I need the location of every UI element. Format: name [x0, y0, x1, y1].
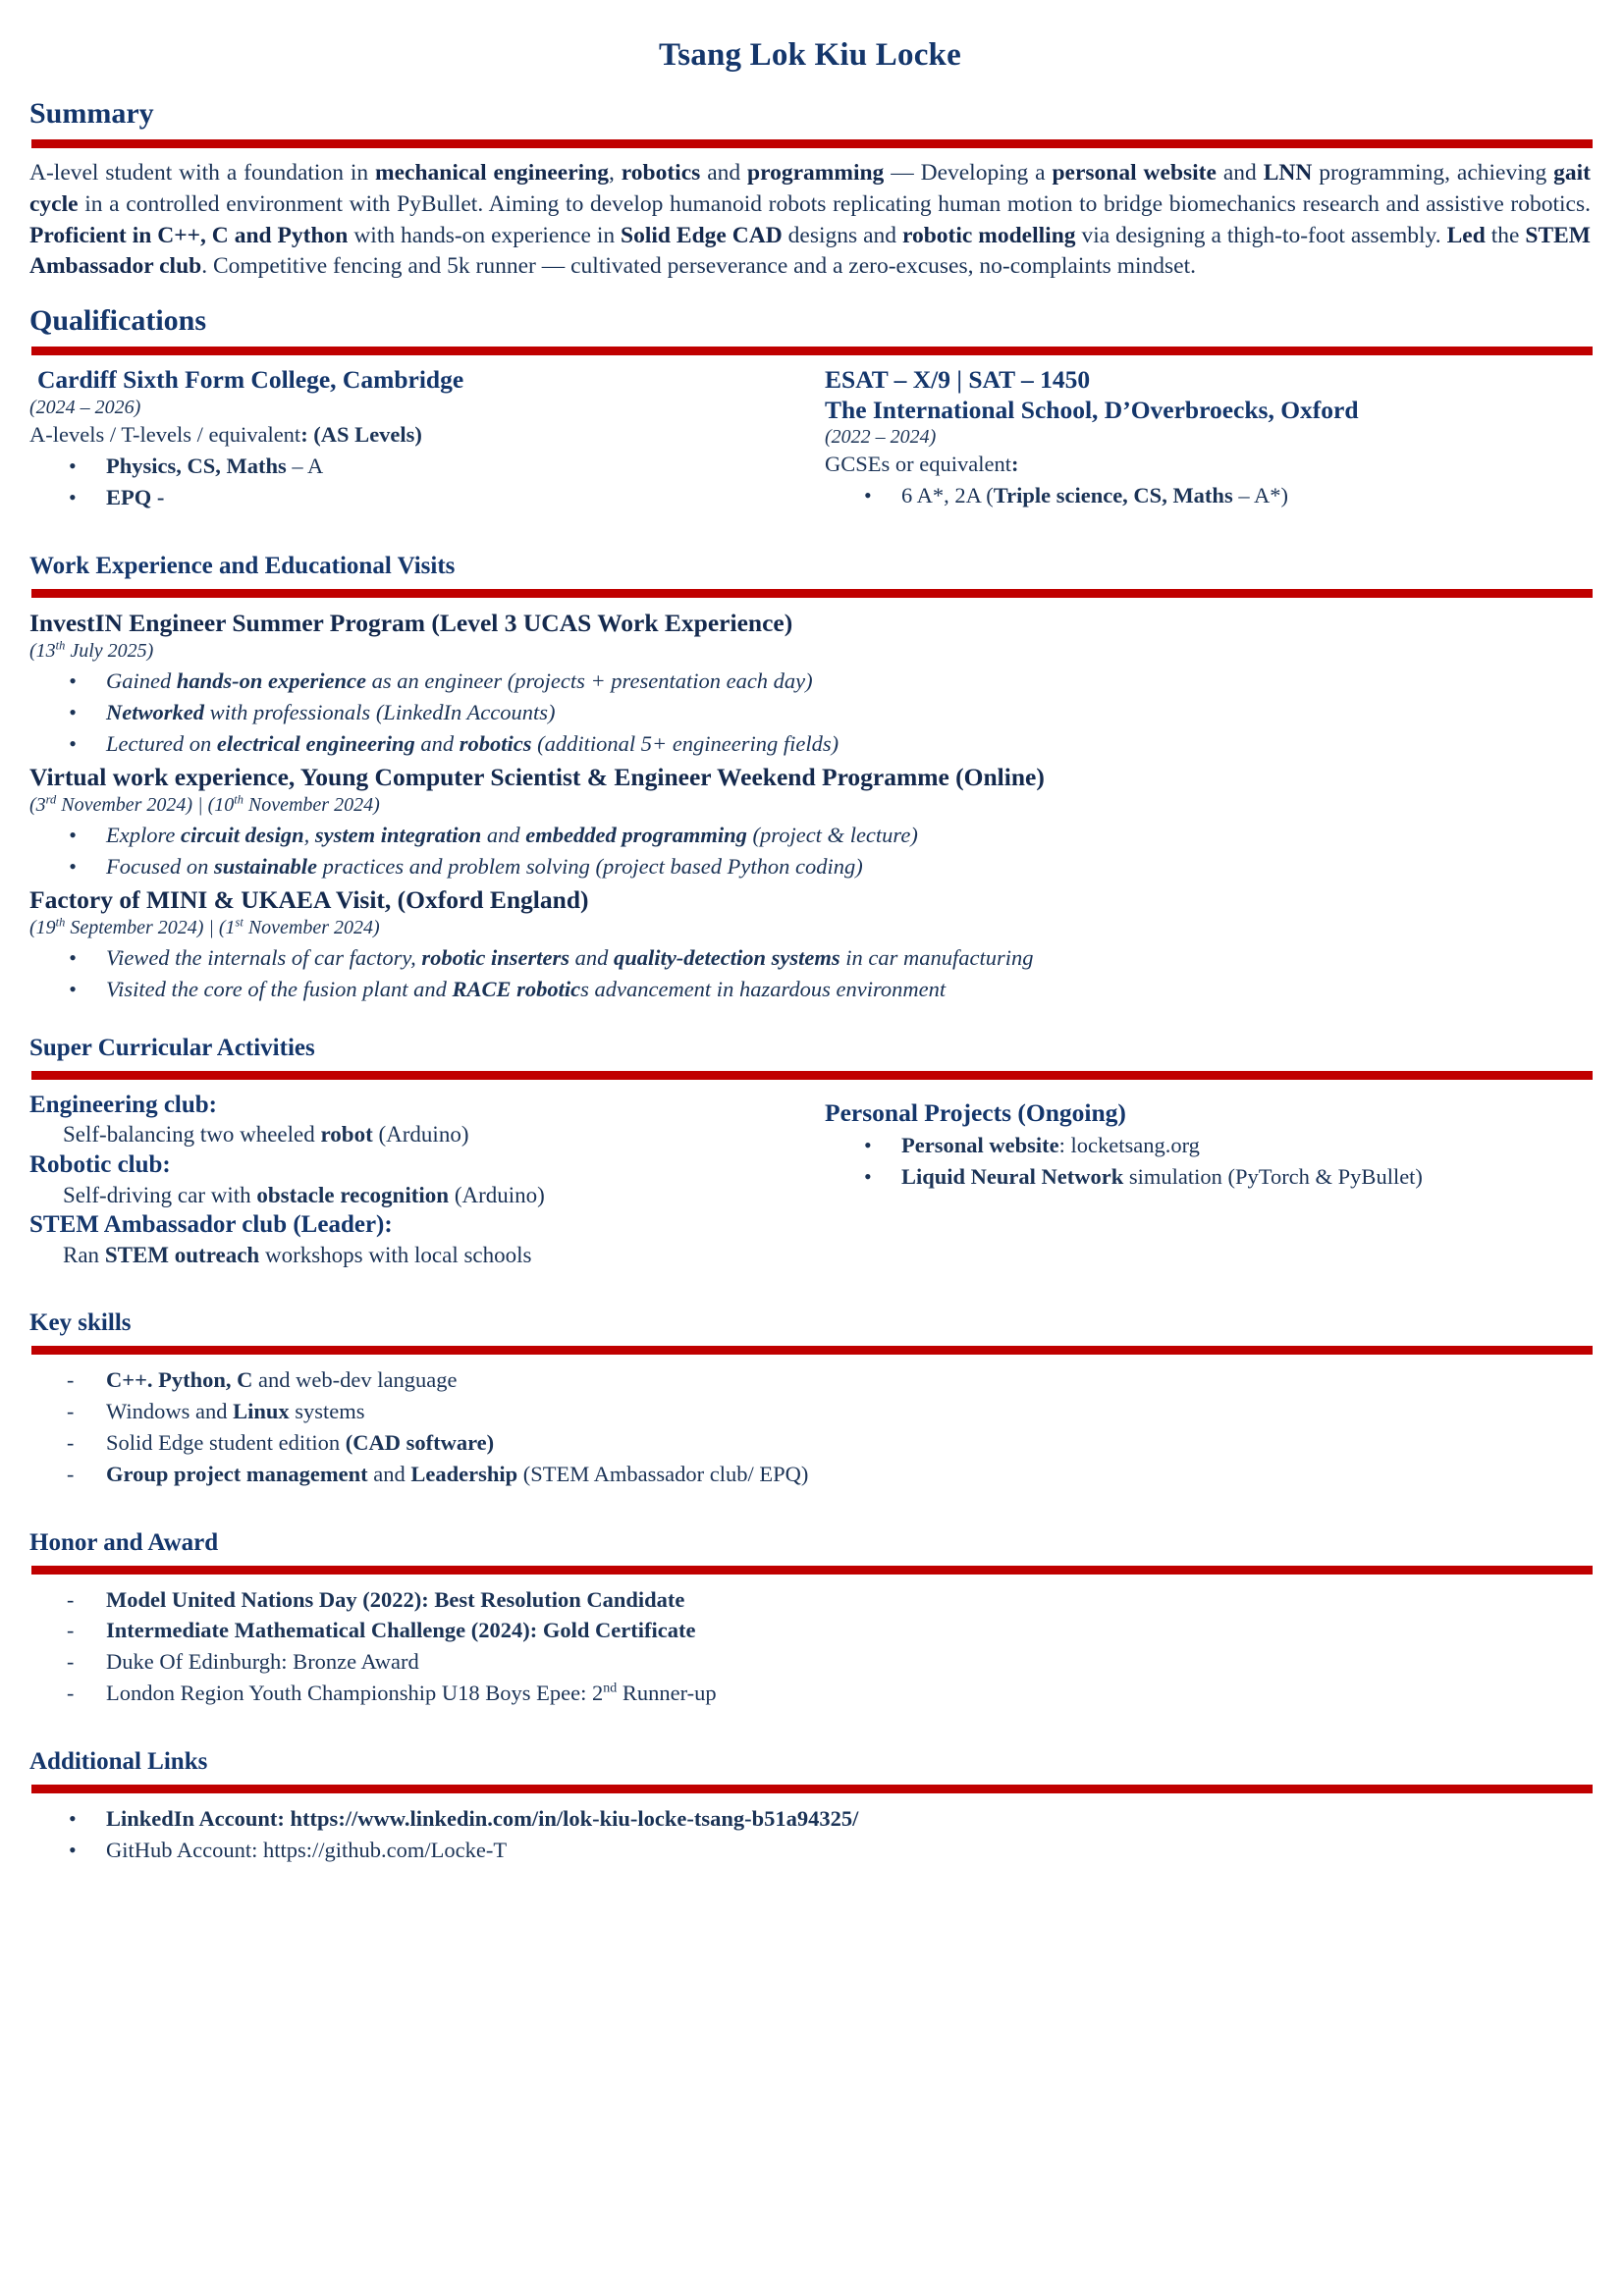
club-detail: Self-balancing two wheeled robot (Arduino): [63, 1122, 469, 1148]
list-item: - Duke Of Edinburgh: Bronze Award: [106, 1646, 1591, 1678]
list-item: • GitHub Account: https://github.com/Locke-T: [106, 1835, 1591, 1866]
club-detail: Ran STEM outreach workshops with local schools: [63, 1242, 532, 1267]
work-entry: [29, 884, 1591, 1005]
list-item: • Viewed the internals of car factory, robotic inserters and quality-detection systems in car manufacturing: [106, 942, 1591, 974]
section-heading-summary: Summary: [29, 97, 154, 130]
work-entry: [29, 608, 1591, 760]
work-entry-title: Virtual work experience, Young Computer Scientist & Engineer Weekend Programme (Online): [29, 762, 1045, 791]
work-entry-bullets: [29, 942, 1591, 1005]
list-item: • Lectured on electrical engineering and robotics (additional 5+ engineering fields): [106, 728, 1591, 760]
school-name-overbroecks: The International School, D’Overbroecks, Oxford: [825, 395, 1359, 424]
work-entry-dates: (3rd November 2024) | (10th November 2024): [29, 792, 380, 816]
personal-projects-heading: Personal Projects (Ongoing): [825, 1097, 1126, 1127]
list-item: - Model United Nations Day (2022): Best Resolution Candidate: [106, 1584, 1591, 1616]
list-item: - Solid Edge student edition (CAD software): [106, 1427, 1591, 1459]
club-list: [29, 1090, 815, 1270]
list-item: • Liquid Neural Network simulation (PyTorch & PyBullet): [901, 1161, 1591, 1193]
list-item: • Focused on sustainable practices and problem solving (project based Python coding): [106, 851, 1591, 882]
section-divider-key-skills: [31, 1346, 1593, 1355]
additional-links-bullets[interactable]: [29, 1803, 1591, 1866]
club-name: STEM Ambassador club (Leader):: [29, 1211, 393, 1239]
work-entry-bullets: [29, 820, 1591, 882]
work-entry-title: InvestIN Engineer Summer Program (Level 3 UCAS Work Experience): [29, 608, 793, 637]
section-heading-key-skills: Key skills: [29, 1308, 132, 1336]
clubs-column: [29, 1090, 815, 1270]
super-curricular-columns: [29, 1090, 1591, 1270]
list-item: - C++. Python, C and web-dev language: [106, 1364, 1591, 1396]
work-entry-bullets: [29, 666, 1591, 760]
qualification-level-overbroecks: GCSEs or equivalent:: [825, 452, 1019, 477]
qualification-bullets-cardiff: [29, 451, 815, 513]
list-item: • 6 A*, 2A (Triple science, CS, Maths – A*): [901, 480, 1591, 511]
key-skills-bullets: [29, 1364, 1591, 1490]
honors-bullets: [29, 1584, 1591, 1710]
work-entry-dates: (19th September 2024) | (1st November 2024): [29, 915, 380, 938]
list-item: • LinkedIn Account: https://www.linkedin.com/in/lok-kiu-locke-tsang-b51a94325/: [106, 1803, 1591, 1835]
qualifications-columns: [29, 365, 1591, 513]
section-divider-additional-links: [31, 1785, 1593, 1793]
section-heading-honors: Honor and Award: [29, 1528, 219, 1556]
club-item: [29, 1209, 815, 1269]
work-entry-title: Factory of MINI & UKAEA Visit, (Oxford England): [29, 884, 589, 914]
club-name: Engineering club:: [29, 1091, 217, 1118]
qualification-level-cardiff: A-levels / T-levels / equivalent: (AS Levels): [29, 421, 422, 447]
list-item: • Visited the core of the fusion plant and RACE robotics advancement in hazardous environment: [106, 974, 1591, 1005]
personal-projects-bullets: [825, 1130, 1591, 1193]
summary-paragraph: A-level student with a foundation in mechanical engineering, robotics and programming — Developing a personal website and LNN programming, achieving gait cycle in a controlled environment with PyBullet. Aiming to develop humanoid robots replicating human motion to bridge biomechanics research and assistive robotics. Proficient in C++, C and Python with hands-on experience in Solid Edge CAD designs and robotic modelling via designing a thigh-to-foot assembly. Led the STEM Ambassador club. Competitive fencing and 5k runner — cultivated perseverance and a zero-excuses, no-complaints mindset.: [29, 159, 1592, 280]
list-item: • EPQ -: [106, 482, 815, 513]
section-heading-qualifications: Qualifications: [29, 304, 207, 338]
section-heading-additional-links: Additional Links: [29, 1748, 208, 1776]
list-item: - Group project management and Leadership (STEM Ambassador club/ EPQ): [106, 1459, 1591, 1490]
qualification-bullets-overbroecks: [825, 480, 1591, 511]
list-item: - Windows and Linux systems: [106, 1396, 1591, 1427]
qualifications-left-column: [29, 365, 815, 513]
work-entry: [29, 762, 1591, 882]
club-item: [29, 1090, 815, 1149]
list-item: • Personal website: locketsang.org: [901, 1130, 1591, 1161]
school-dates-cardiff: (2024 – 2026): [29, 396, 141, 418]
personal-projects-column: [815, 1090, 1591, 1194]
section-heading-super-curricular: Super Curricular Activities: [29, 1034, 315, 1061]
club-name: Robotic club:: [29, 1151, 171, 1178]
school-dates-overbroecks: (2022 – 2024): [825, 426, 937, 449]
club-detail: Self-driving car with obstacle recognition (Arduino): [63, 1182, 545, 1207]
work-entry-dates: (13th July 2025): [29, 638, 154, 662]
list-item: - Intermediate Mathematical Challenge (2024): Gold Certificate: [106, 1615, 1591, 1646]
section-heading-work-experience: Work Experience and Educational Visits: [29, 552, 456, 579]
page-title: Tsang Lok Kiu Locke: [659, 37, 961, 73]
test-scores: ESAT – X/9 | SAT – 1450: [825, 365, 1091, 394]
club-item: [29, 1149, 815, 1209]
section-divider-super-curricular: [31, 1071, 1593, 1080]
section-divider-honors: [31, 1566, 1593, 1575]
list-item: • Explore circuit design, system integration and embedded programming (project & lecture): [106, 820, 1591, 851]
qualifications-right-column: [815, 365, 1591, 511]
list-item: • Networked with professionals (LinkedIn Accounts): [106, 697, 1591, 728]
list-item: • Gained hands-on experience as an engineer (projects + presentation each day): [106, 666, 1591, 697]
section-divider-qualifications: [31, 347, 1593, 355]
list-item: • Physics, CS, Maths – A: [106, 451, 815, 482]
section-divider-summary: [31, 139, 1593, 148]
school-name-cardiff: Cardiff Sixth Form College, Cambridge: [37, 365, 464, 394]
list-item: - London Region Youth Championship U18 Boys Epee: 2nd Runner-up: [106, 1678, 1591, 1709]
work-experience-entries: [29, 608, 1591, 1005]
section-divider-work-experience: [31, 589, 1593, 598]
